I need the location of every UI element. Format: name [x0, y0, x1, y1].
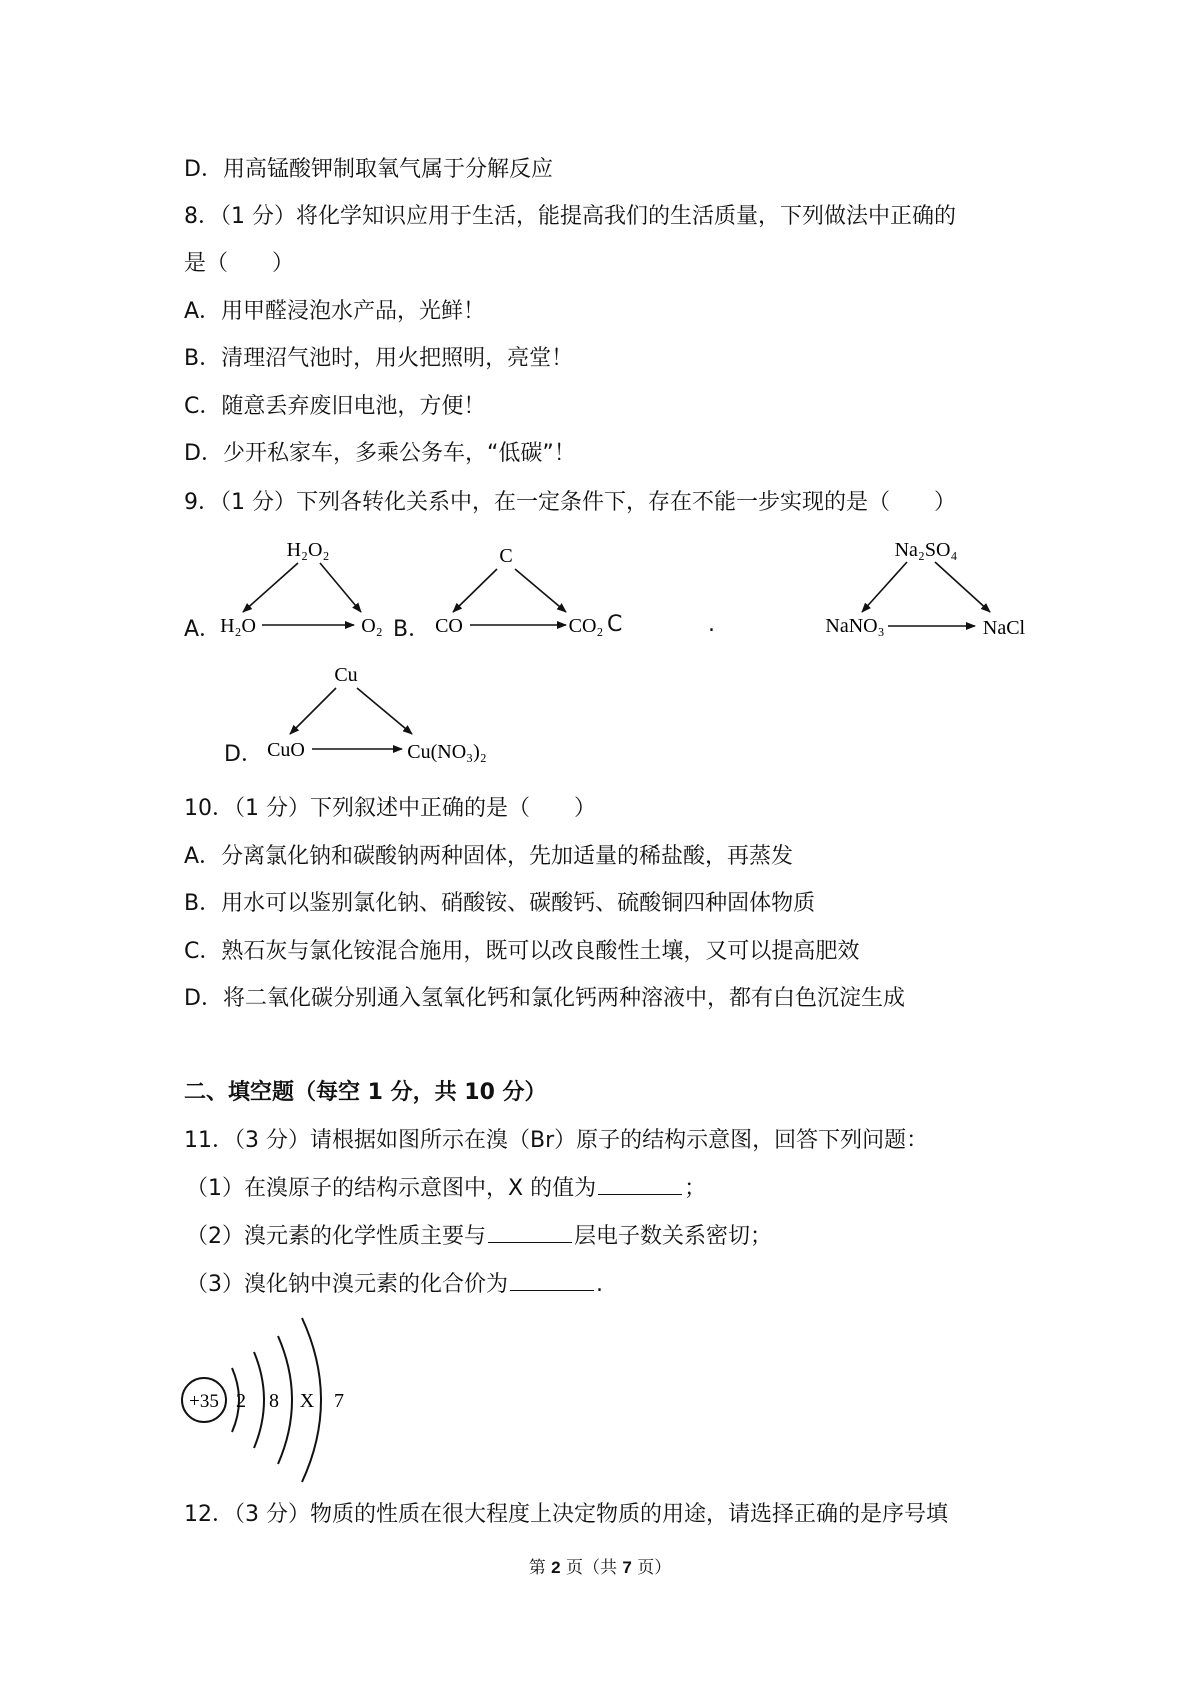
q9-b-right: CO₂ [568, 615, 604, 637]
shell-arc-1 [232, 1368, 239, 1432]
q9-a-arrow-left [243, 563, 298, 612]
q9-diagram-b [435, 545, 603, 637]
shell-3-electrons: X [299, 1390, 315, 1412]
shell-arc-3 [278, 1336, 292, 1464]
q11-part2-end: 层电子数关系密切； [574, 1224, 773, 1249]
q9-a-arrow-right [320, 563, 361, 612]
q9-d-right: Cu(NO₃)₂ [407, 741, 487, 763]
page-footer [0, 1553, 1200, 1578]
footer-middle: 页（共 [560, 1558, 623, 1578]
q11-part1 [186, 1172, 706, 1205]
q8-stem-line2: 是（ ） [184, 251, 295, 276]
q11-part2-text: （2）溴元素的化学性质主要与 [186, 1224, 486, 1249]
q9-c-arrow-left [862, 562, 907, 612]
q11-part2 [186, 1220, 772, 1253]
q9-b-arrow-left [453, 569, 497, 612]
q9-d-top: Cu [334, 664, 358, 686]
q9-b-arrow-right [515, 569, 566, 612]
q9-c-right: NaCl [982, 617, 1026, 639]
q10-option-d: D．将二氧化碳分别通入氢氧化钙和氯化钙两种溶液中，都有白色沉淀生成 [184, 986, 905, 1011]
nucleus-circle [182, 1378, 226, 1422]
q9-d-arrow-right [357, 688, 412, 734]
q11-part3-text: （3）溴化钠中溴元素的化合价为 [186, 1272, 508, 1297]
q10-option-c: C．熟石灰与氯化铵混合施用，既可以改良酸性土壤，又可以提高肥效 [184, 939, 860, 964]
q9-stem: 9．（1 分）下列各转化关系中，在一定条件下，存在不能一步实现的是（ ） [184, 490, 956, 515]
shell-2-electrons: 8 [269, 1390, 279, 1412]
q9-diagram-d [267, 664, 487, 763]
q10-option-a: A．分离氯化钠和碳酸钠两种固体，先加适量的稀盐酸，再蒸发 [184, 844, 794, 869]
section-heading: 二、填空题（每空 1 分，共 10 分） [184, 1080, 547, 1105]
q11-part1-blank[interactable] [598, 1172, 682, 1195]
q11-part3-end: . [596, 1272, 603, 1297]
shell-4-electrons: 7 [334, 1390, 344, 1412]
q7-option-d: D．用高锰酸钾制取氧气属于分解反应 [184, 157, 553, 182]
q9-c-left: NaNO₃ [825, 615, 885, 637]
nucleus-charge: +35 [189, 1391, 219, 1412]
shell-arc-4 [299, 1318, 321, 1482]
q9-b-left: CO [435, 615, 463, 637]
q11-part1-end: ； [684, 1176, 707, 1201]
q11-part3 [186, 1268, 603, 1301]
q9-diagram-a [220, 539, 383, 637]
q11-part3-blank[interactable] [510, 1268, 594, 1291]
q9-option-d-label: D． [224, 742, 263, 767]
footer-prefix: 第 [528, 1558, 552, 1578]
shell-arc-2 [254, 1352, 264, 1448]
q11-stem: 11．（3 分）请根据如图所示在溴（Br）原子的结构示意图，回答下列问题： [184, 1128, 929, 1153]
q12-stem: 12．（3 分）物质的性质在很大程度上决定物质的用途，请选择正确的是序号填 [184, 1502, 948, 1527]
q9-b-top: C [499, 545, 513, 567]
q8-option-a: A．用甲醛浸泡水产品，光鲜！ [184, 299, 486, 324]
footer-total-pages: 7 [622, 1558, 632, 1577]
q11-part1-text: （1）在溴原子的结构示意图中，X 的值为 [186, 1176, 597, 1201]
q9-diagram-c [825, 539, 1025, 639]
shell-1-electrons: 2 [236, 1390, 246, 1412]
q9-c-top: Na₂SO₄ [894, 539, 958, 561]
q8-option-b: B．清理沼气池时，用火把照明，亮堂！ [184, 346, 574, 371]
q9-a-right: O₂ [361, 615, 383, 637]
q10-stem: 10．（1 分）下列叙述中正确的是（ ） [184, 796, 596, 821]
q9-option-c-label: C [607, 612, 623, 637]
footer-suffix: 页） [631, 1558, 672, 1578]
bromine-atom-diagram [182, 1318, 344, 1482]
q8-option-d: D．少开私家车，多乘公务车，“低碳”！ [184, 441, 576, 466]
q8-stem-line1: 8．（1 分）将化学知识应用于生活，能提高我们的生活质量，下列做法中正确的 [184, 204, 956, 229]
q10-option-b: B．用水可以鉴别氯化钠、硝酸铵、碳酸钙、硫酸铜四种固体物质 [184, 891, 816, 916]
q8-option-c: C．随意丢弃废旧电池，方便！ [184, 394, 486, 419]
q9-d-arrow-left [290, 688, 336, 734]
footer-page-number: 2 [551, 1558, 561, 1577]
q9-a-top: H₂O₂ [286, 539, 330, 561]
q9-option-b-label: B． [393, 617, 431, 642]
q9-option-c-dot: . [708, 612, 715, 637]
q9-option-a-label: A． [184, 617, 222, 642]
q9-d-left: CuO [267, 739, 305, 761]
q9-a-left: H₂O [220, 615, 256, 637]
q9-c-arrow-right [935, 562, 990, 612]
q11-part2-blank[interactable] [488, 1220, 572, 1243]
